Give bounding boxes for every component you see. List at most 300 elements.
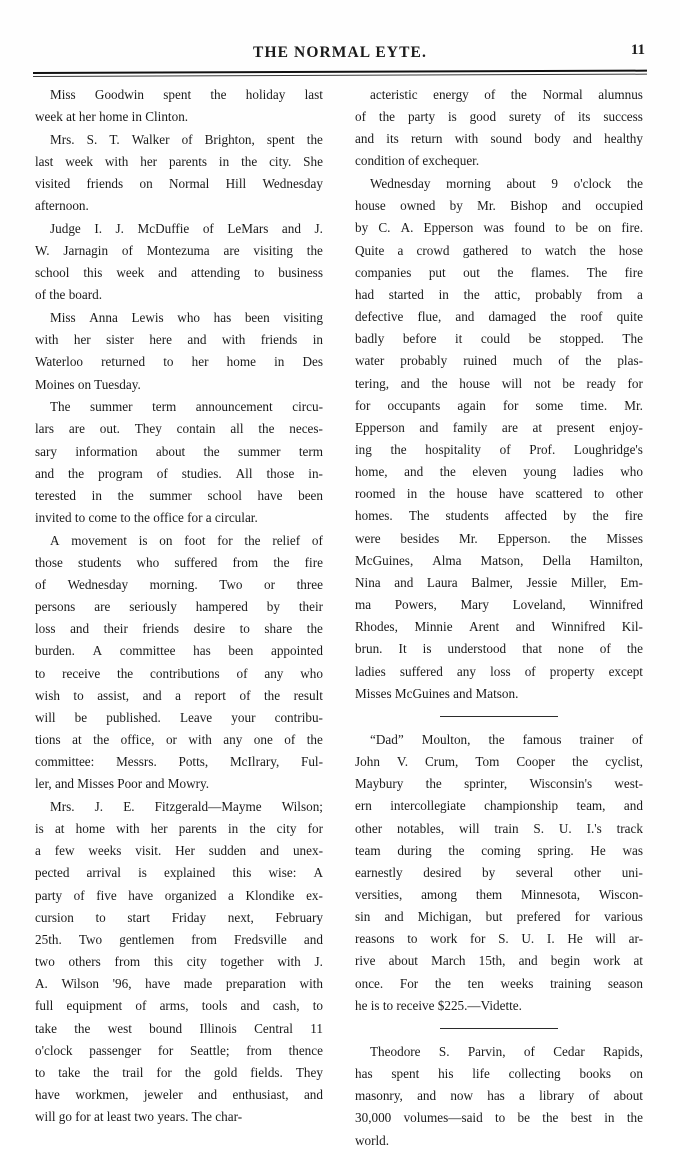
word: U. xyxy=(521,931,535,947)
word: suffered xyxy=(399,663,443,679)
text-line xyxy=(35,329,323,351)
word: body xyxy=(534,131,561,147)
word: Ful- xyxy=(301,754,323,770)
word: Parvin, xyxy=(467,1043,506,1059)
word: Normal xyxy=(542,87,583,102)
word: is xyxy=(422,641,432,657)
text-line: week at her home in Clinton. xyxy=(35,109,189,125)
word: Leave xyxy=(179,709,213,725)
word: have xyxy=(128,887,154,903)
word: and xyxy=(142,687,162,703)
word: to xyxy=(35,1064,46,1080)
word: notables, xyxy=(396,820,445,836)
text-line xyxy=(355,84,643,106)
word: at xyxy=(633,953,643,969)
word: organized xyxy=(164,887,217,903)
word: enthusiast, xyxy=(232,1087,289,1103)
text-line xyxy=(355,373,643,395)
word: E. xyxy=(123,799,135,814)
word: the xyxy=(439,464,456,480)
word: famous xyxy=(522,731,562,747)
word: Miller, xyxy=(570,574,607,590)
word: Rhodes, xyxy=(355,619,398,635)
word: McDuffie xyxy=(137,220,190,236)
text-line xyxy=(35,129,323,151)
word: Seattle; xyxy=(189,1042,230,1058)
word: by xyxy=(266,599,280,615)
word: be xyxy=(517,1110,530,1126)
word: started xyxy=(388,286,424,302)
word: homes. xyxy=(355,508,393,524)
word: of xyxy=(121,243,133,259)
word: Walker xyxy=(131,131,170,147)
word: Central xyxy=(254,1020,293,1036)
word: home xyxy=(75,821,105,837)
word: has xyxy=(355,1066,373,1082)
word: the xyxy=(117,487,134,503)
word: suffered xyxy=(174,554,218,570)
word: of xyxy=(523,1043,535,1059)
word: Two xyxy=(219,576,243,592)
word: or xyxy=(264,576,276,592)
word: the xyxy=(249,821,266,837)
word: spent xyxy=(266,131,295,147)
word: the xyxy=(463,286,480,302)
word: Mrs. xyxy=(50,131,75,147)
word: sudden xyxy=(208,843,247,859)
word: sary xyxy=(35,443,57,459)
word: morning. xyxy=(149,576,198,592)
word: who xyxy=(177,310,201,326)
word: about xyxy=(388,953,418,969)
word: the xyxy=(431,375,448,391)
word: Misses xyxy=(606,530,643,546)
word: receive xyxy=(62,665,101,681)
text-line xyxy=(355,195,643,217)
word: students xyxy=(445,508,489,524)
word: are xyxy=(501,419,518,435)
word: a xyxy=(397,242,404,258)
word: '96, xyxy=(112,976,132,992)
word: Wednesday xyxy=(370,176,431,192)
word: to xyxy=(35,665,46,681)
word: term xyxy=(298,443,323,459)
word: put xyxy=(428,264,446,280)
word: be xyxy=(528,331,542,347)
word: work xyxy=(593,953,621,969)
word: are xyxy=(68,421,85,437)
word: Em- xyxy=(620,574,643,590)
word: The xyxy=(622,331,643,347)
word: Wednesday xyxy=(262,176,323,192)
word: this xyxy=(232,865,252,881)
word: at xyxy=(532,419,543,435)
word: arms, xyxy=(159,998,189,1014)
word: Winnifred xyxy=(589,597,643,613)
word: best xyxy=(570,1110,592,1126)
word: visiting xyxy=(283,310,323,326)
word: the xyxy=(203,443,220,459)
word: Mr. xyxy=(459,530,478,546)
word: of xyxy=(135,998,147,1014)
word: A xyxy=(313,865,323,881)
text-line xyxy=(35,973,323,995)
word: party xyxy=(35,887,63,903)
word: besides xyxy=(400,530,440,546)
word: on xyxy=(629,1066,643,1082)
word: Hamilton, xyxy=(589,552,643,568)
word: the xyxy=(488,731,505,747)
word: was xyxy=(483,220,504,236)
word: others xyxy=(68,954,101,970)
word: Epperson xyxy=(423,220,474,236)
word: studies. xyxy=(181,465,222,481)
word: contain xyxy=(176,421,216,437)
text-line xyxy=(355,1063,643,1085)
text-line: will go for at least two years. The char- xyxy=(35,1109,243,1125)
text-line xyxy=(35,552,323,574)
text-line xyxy=(355,350,643,372)
word: attic, xyxy=(494,286,521,302)
word: neces- xyxy=(289,421,323,437)
word: various xyxy=(604,909,643,925)
word: A. xyxy=(400,220,414,236)
word: be xyxy=(74,709,88,725)
word: about xyxy=(155,443,186,459)
word: Her xyxy=(175,843,195,859)
word: arrival xyxy=(86,865,121,881)
word: o'clock xyxy=(35,1042,73,1058)
word: her xyxy=(73,332,91,348)
word: been xyxy=(228,643,254,659)
text-line xyxy=(355,528,643,550)
word: the xyxy=(626,641,643,657)
word: quite xyxy=(616,309,643,325)
word: and xyxy=(623,798,643,814)
word: return xyxy=(411,131,443,147)
word: understood xyxy=(447,641,507,657)
word: report xyxy=(194,687,226,703)
word: all xyxy=(230,421,244,437)
word: damaged xyxy=(488,309,537,325)
word: been xyxy=(298,487,323,503)
word: Bishop xyxy=(510,198,548,214)
word: loss xyxy=(35,621,56,637)
word: of xyxy=(524,663,536,679)
word: the xyxy=(448,842,465,858)
word: the xyxy=(241,153,258,169)
word: in xyxy=(604,1110,615,1126)
word: the xyxy=(542,1110,559,1126)
word: a xyxy=(175,687,181,703)
text-line xyxy=(35,929,323,951)
word: who xyxy=(136,554,160,570)
word: fire xyxy=(624,264,643,280)
text-line xyxy=(355,950,643,972)
paragraph xyxy=(35,129,323,218)
word: is xyxy=(138,865,147,881)
word: ing xyxy=(355,442,372,457)
word: five xyxy=(96,887,117,903)
word: the xyxy=(626,1110,643,1126)
word: and xyxy=(187,332,207,348)
word: sound xyxy=(490,131,522,147)
word: Montezuma xyxy=(146,243,210,259)
word: to xyxy=(239,621,250,637)
word: 25th. xyxy=(35,931,62,947)
word: season xyxy=(607,975,643,991)
word: seriously xyxy=(129,599,177,615)
word: is xyxy=(447,109,457,125)
word: All xyxy=(235,465,253,481)
word: roof xyxy=(580,309,603,325)
word: for xyxy=(627,375,643,391)
word: reasons xyxy=(355,931,395,947)
word: good xyxy=(469,109,497,125)
text-line xyxy=(35,907,323,929)
section-divider xyxy=(440,1028,558,1029)
word: for xyxy=(470,931,486,947)
word: in xyxy=(312,332,323,348)
word: circu- xyxy=(292,399,323,415)
word: at xyxy=(72,732,82,748)
word: to xyxy=(95,909,106,925)
word: to xyxy=(593,486,605,502)
word: any xyxy=(264,665,284,681)
word: fields. xyxy=(250,1064,283,1080)
text-line xyxy=(35,818,323,840)
word: I. xyxy=(546,931,555,947)
word: preparation xyxy=(225,976,286,992)
word: lars xyxy=(35,421,55,437)
word: Jessie xyxy=(526,574,558,590)
word: with xyxy=(35,332,59,348)
word: take xyxy=(35,1020,57,1036)
word: out. xyxy=(99,421,120,437)
word: spent xyxy=(163,87,192,102)
word: brun. xyxy=(355,641,383,657)
word: Balmer, xyxy=(471,574,513,590)
word: house xyxy=(355,198,386,214)
word: flames. xyxy=(530,264,570,280)
word: Della xyxy=(542,552,571,568)
column-right xyxy=(355,84,643,1152)
word: the xyxy=(428,486,445,502)
word: west- xyxy=(614,776,643,792)
word: and xyxy=(394,574,414,590)
word: by xyxy=(449,198,463,214)
word: during xyxy=(397,842,432,858)
paragraph xyxy=(35,84,323,128)
word: February xyxy=(275,909,323,925)
word: not xyxy=(533,375,551,391)
word: in xyxy=(438,286,449,302)
word: C. xyxy=(378,220,391,236)
word: for xyxy=(307,821,323,837)
word: tions xyxy=(35,732,61,748)
word: trainer xyxy=(579,731,614,747)
word: other xyxy=(573,864,602,880)
word: sin xyxy=(355,909,371,925)
word: Mr. xyxy=(624,397,643,413)
word: other xyxy=(615,486,643,502)
word: of xyxy=(311,532,323,548)
word: who xyxy=(620,464,643,480)
word: contribu- xyxy=(274,709,323,725)
word: assist, xyxy=(97,687,130,703)
word: Normal xyxy=(169,176,210,192)
word: next, xyxy=(227,909,254,925)
word: and xyxy=(198,1087,218,1103)
word: are xyxy=(94,599,111,615)
text-line: of the board. xyxy=(35,287,103,303)
word: returned xyxy=(101,354,146,370)
word: the xyxy=(184,1064,201,1080)
word: rive xyxy=(355,953,376,969)
word: and xyxy=(240,998,260,1014)
word: few xyxy=(54,843,75,859)
word: cash, xyxy=(272,998,300,1014)
word: result xyxy=(293,687,323,703)
word: morning xyxy=(446,176,491,192)
word: with xyxy=(454,131,479,147)
word: on xyxy=(598,220,612,236)
word: and xyxy=(419,419,439,435)
word: contributions xyxy=(150,665,220,681)
word: with xyxy=(104,153,129,169)
word: thence xyxy=(288,1042,323,1058)
text-line xyxy=(355,1085,643,1107)
text-line: afternoon. xyxy=(35,198,89,214)
text-line xyxy=(355,884,643,906)
word: their xyxy=(298,599,323,615)
word: They xyxy=(134,421,162,437)
word: unex- xyxy=(292,843,323,859)
word: summer xyxy=(149,487,192,503)
word: with xyxy=(277,954,301,970)
word: workmen, xyxy=(75,1087,129,1103)
word: week xyxy=(116,265,145,281)
text-line xyxy=(355,661,643,683)
word: Rapids, xyxy=(603,1043,643,1059)
word: this xyxy=(153,954,174,970)
word: A. xyxy=(35,976,48,992)
text-line xyxy=(355,840,643,862)
text-line xyxy=(35,84,323,106)
word: loss xyxy=(490,663,511,679)
text-line xyxy=(355,550,643,572)
text-line xyxy=(355,306,643,328)
word: of xyxy=(554,109,566,125)
word: Goodwin xyxy=(94,87,145,102)
word: energy xyxy=(433,87,469,102)
word: visiting xyxy=(253,243,293,259)
word: about xyxy=(613,1088,643,1104)
text-line xyxy=(355,906,643,928)
word: probably xyxy=(400,353,448,369)
text-line: Moines on Tuesday. xyxy=(35,376,141,392)
word: appointed xyxy=(270,643,323,659)
word: Judge xyxy=(50,220,81,236)
text-line xyxy=(355,638,643,660)
word: have xyxy=(498,486,524,502)
text-line: Misses McGuines and Matson. xyxy=(355,685,519,701)
text-line xyxy=(35,640,323,662)
word: Potts, xyxy=(178,754,209,770)
text-line xyxy=(35,485,323,507)
word: who xyxy=(300,665,323,681)
word: some xyxy=(535,397,564,413)
text-line xyxy=(35,862,323,884)
word: John xyxy=(355,754,380,770)
word: J. xyxy=(115,220,124,236)
text-line xyxy=(35,796,323,818)
word: fire xyxy=(624,508,643,524)
text-line xyxy=(35,685,323,707)
word: Waterloo xyxy=(35,354,84,370)
masthead xyxy=(35,44,645,70)
word: Messrs. xyxy=(116,754,157,770)
word: Laura xyxy=(426,574,458,590)
text-line xyxy=(35,751,323,773)
word: city. xyxy=(269,153,292,169)
word: made xyxy=(183,976,213,992)
word: on xyxy=(139,176,153,192)
word: in xyxy=(91,487,102,503)
paragraph xyxy=(35,530,323,796)
word: Wisconsin's xyxy=(529,776,593,792)
word: Loughridge's xyxy=(573,442,643,457)
word: team xyxy=(355,842,381,858)
word: wish xyxy=(35,687,60,703)
text-line xyxy=(355,439,643,461)
word: and xyxy=(35,465,55,481)
word: occupants xyxy=(387,397,441,413)
word: to xyxy=(494,1110,506,1126)
word: Des xyxy=(302,354,323,370)
word: the xyxy=(378,109,396,125)
word: before xyxy=(402,331,437,347)
word: school xyxy=(35,265,70,281)
word: the xyxy=(273,554,290,570)
word: the xyxy=(93,732,110,748)
word: ern xyxy=(355,798,372,814)
text-line xyxy=(355,818,643,840)
word: Hill xyxy=(225,176,247,192)
word: pected xyxy=(35,865,70,881)
word: watch xyxy=(544,242,577,258)
word: of xyxy=(236,665,248,681)
word: last xyxy=(304,87,323,102)
word: those xyxy=(35,554,63,570)
word: collecting xyxy=(508,1066,561,1082)
text-line xyxy=(355,751,643,773)
text-line: invited to come to the office for a circular. xyxy=(35,509,258,525)
word: J. xyxy=(94,799,104,814)
word: A xyxy=(50,532,60,548)
text-line xyxy=(35,951,323,973)
word: city xyxy=(186,954,207,970)
word: its xyxy=(577,109,591,125)
paragraph xyxy=(355,1041,643,1152)
word: three xyxy=(296,576,323,592)
word: young xyxy=(523,464,557,480)
word: with xyxy=(188,732,212,748)
word: of xyxy=(599,641,611,657)
word: Epperson. xyxy=(497,530,551,546)
word: were xyxy=(355,530,381,546)
word: full xyxy=(35,998,54,1014)
